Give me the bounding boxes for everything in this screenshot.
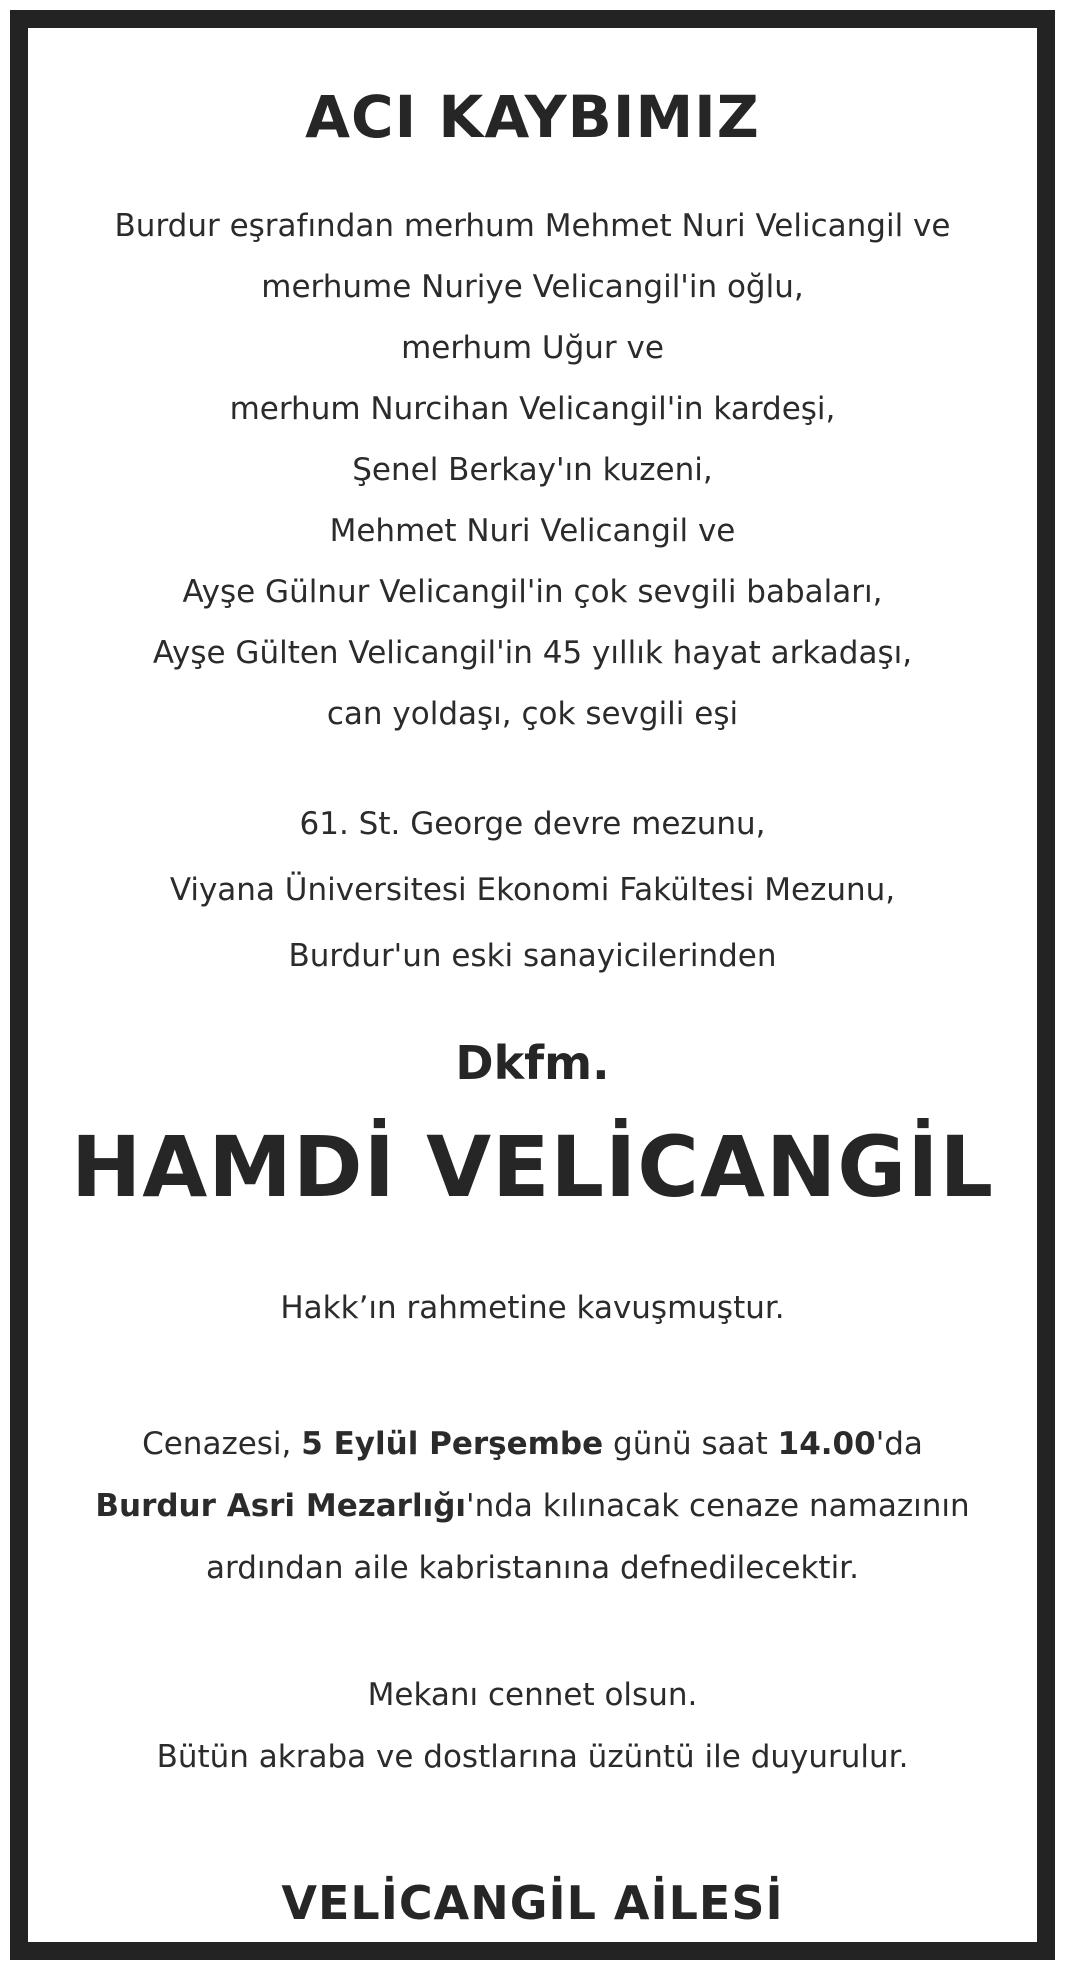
funeral-line-2 [28, 1475, 1037, 1537]
passed-away-text: Hakk’ın rahmetine kavuşmuştur. [280, 1290, 785, 1326]
funeral-text: Cenazesi, [142, 1426, 302, 1462]
closing-lines [28, 1664, 1037, 1788]
funeral-text: 'da [875, 1426, 923, 1462]
family-line: Mehmet Nuri Velicangil ve [329, 513, 736, 549]
education-line: Viyana Üniversitesi Ekonomi Fakültesi Mezunu, [169, 872, 896, 908]
family-lines [28, 196, 1037, 745]
family-line: Burdur eşrafından merhum Mehmet Nuri Velicangil ve [114, 208, 951, 244]
education-line: 61. St. George devre mezunu, [299, 806, 766, 842]
funeral-info [28, 1413, 1037, 1599]
notice-heading: ACI KAYBIMIZ [305, 83, 760, 151]
family-line: Ayşe Gülnur Velicangil'in çok sevgili babaları, [182, 574, 883, 610]
funeral-text: 'nda kılınacak cenaze namazının [466, 1488, 970, 1524]
family-line: merhum Uğur ve [401, 330, 664, 366]
family-line: merhum Nurcihan Velicangil'in kardeşi, [229, 391, 836, 427]
funeral-place: Burdur Asri Mezarlığı [95, 1488, 467, 1524]
funeral-date: 5 Eylül Perşembe [301, 1426, 604, 1462]
title-prefix: Dkfm. [455, 1036, 610, 1090]
family-line: merhume Nuriye Velicangil'in oğlu, [261, 269, 804, 305]
obituary-content [28, 28, 1037, 1942]
deceased-name: HAMDİ VELİCANGİL [71, 1118, 994, 1216]
funeral-line-3: ardından aile kabristanına defnedilecektir. [206, 1550, 859, 1586]
closing-line: Bütün akraba ve dostlarına üzüntü ile duyurulur. [156, 1739, 909, 1775]
family-line: Şenel Berkay'ın kuzeni, [352, 452, 713, 488]
funeral-text: günü saat [603, 1426, 778, 1462]
obituary-frame [10, 10, 1055, 1960]
closing-line: Mekanı cennet olsun. [367, 1677, 698, 1713]
family-line: Ayşe Gülten Velicangil'in 45 yıllık hayat arkadaşı, [152, 635, 913, 671]
funeral-line-1 [28, 1413, 1037, 1475]
family-line: can yoldaşı, çok sevgili eşi [326, 696, 739, 732]
funeral-time: 14.00 [777, 1426, 876, 1462]
family-signature: VELİCANGİL AİLESİ [281, 1876, 784, 1930]
education-lines [28, 791, 1037, 989]
education-line: Burdur'un eski sanayicilerinden [288, 938, 777, 974]
